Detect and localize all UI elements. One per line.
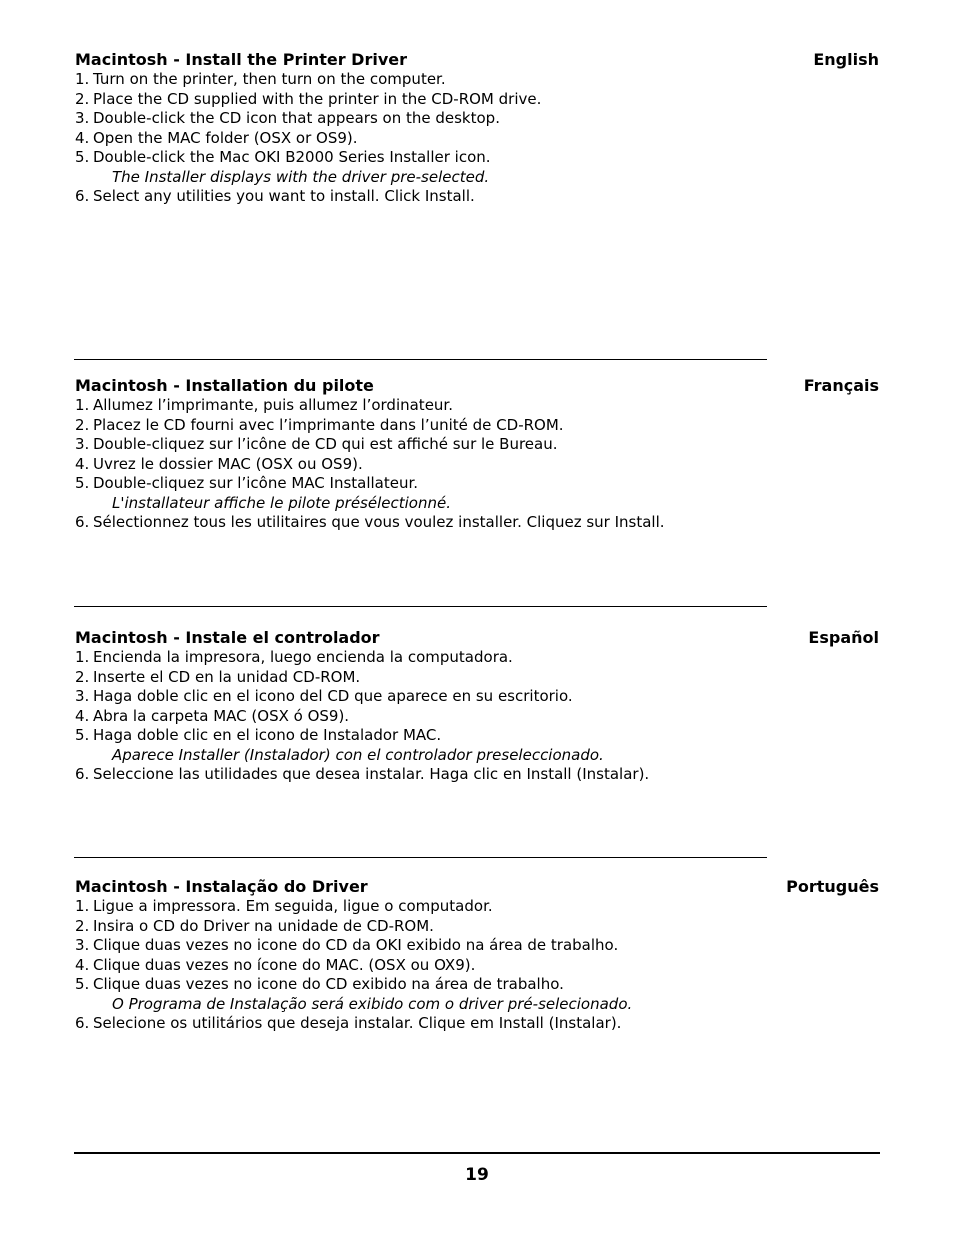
steps-list xyxy=(75,897,879,1034)
page-number: 19 xyxy=(465,1165,489,1185)
section-title: Macintosh - Instalação do Driver xyxy=(75,877,368,896)
step-item: 1. Encienda la impresora, luego encienda la computadora. xyxy=(75,648,513,666)
step-item: 1. Allumez l’imprimante, puis allumez l’ordinateur. xyxy=(75,396,453,414)
step-item: 2. Insira o CD do Driver na unidade de CD-ROM. xyxy=(75,916,434,935)
step-note: L'installateur affiche le pilote présélectionné. xyxy=(112,493,451,512)
language-label: Português xyxy=(786,877,879,896)
language-label: English xyxy=(813,50,879,69)
step-item: 4. Abra la carpeta MAC (OSX ó OS9). xyxy=(75,706,350,725)
step-item: 5. Double-click the Mac OKI B2000 Series Installer icon. The Installer displays with the driver pre-selected. xyxy=(75,148,879,187)
section-english xyxy=(75,50,879,207)
section-portugues xyxy=(75,877,879,1034)
step-item: 2. Placez le CD fourni avec l’imprimante dans l’unité de CD-ROM. xyxy=(75,415,564,434)
section-divider xyxy=(74,359,767,360)
step-item: 4. Open the MAC folder (OSX or OS9). xyxy=(75,128,358,147)
step-item: 5. Double-cliquez sur l’icône MAC Installateur. L'installateur affiche le pilote présélectionné. xyxy=(75,474,879,513)
step-item: 3. Double-click the CD icon that appears on the desktop. xyxy=(75,109,500,127)
language-label: Français xyxy=(803,376,879,395)
step-item: 6. Select any utilities you want to install. Click Install. xyxy=(75,187,475,205)
step-note: The Installer displays with the driver pre-selected. xyxy=(112,167,490,186)
section-title: Macintosh - Installation du pilote xyxy=(75,376,374,395)
language-label: Español xyxy=(808,628,879,647)
section-divider xyxy=(74,857,767,858)
section-title: Macintosh - Instale el controlador xyxy=(75,628,380,647)
step-item: 1. Turn on the printer, then turn on the computer. xyxy=(75,70,446,88)
step-item: 6. Sélectionnez tous les utilitaires que vous voulez installer. Cliquez sur Install. xyxy=(75,513,665,531)
section-francais xyxy=(75,376,879,533)
step-item: 5. Clique duas vezes no icone do CD exibido na área de trabalho. O Programa de Instalação será exibido com o driver pré-selecionado. xyxy=(75,975,879,1014)
step-item: 3. Double-cliquez sur l’icône de CD qui est affiché sur le Bureau. xyxy=(75,435,558,453)
step-note: O Programa de Instalação será exibido com o driver pré-selecionado. xyxy=(112,994,633,1013)
step-item: 2. Inserte el CD en la unidad CD-ROM. xyxy=(75,667,361,686)
step-item: 4. Clique duas vezes no ícone do MAC. (OSX ou OX9). xyxy=(75,955,476,974)
section-espanol xyxy=(75,628,879,785)
footer-rule xyxy=(74,1152,880,1154)
step-item: 1. Ligue a impressora. Em seguida, ligue o computador. xyxy=(75,897,493,915)
step-item: 3. Haga doble clic en el icono del CD que aparece en su escritorio. xyxy=(75,687,573,705)
step-note: Aparece Installer (Instalador) con el controlador preseleccionado. xyxy=(112,745,604,764)
step-item: 6. Seleccione las utilidades que desea instalar. Haga clic en Install (Instalar). xyxy=(75,765,650,783)
step-item: 4. Uvrez le dossier MAC (OSX ou OS9). xyxy=(75,454,363,473)
step-item: 6. Selecione os utilitários que deseja instalar. Clique em Install (Instalar). xyxy=(75,1014,622,1032)
section-divider xyxy=(74,606,767,607)
step-item: 2. Place the CD supplied with the printer in the CD-ROM drive. xyxy=(75,89,542,108)
section-title: Macintosh - Install the Printer Driver xyxy=(75,50,408,69)
steps-list xyxy=(75,648,879,785)
steps-list xyxy=(75,396,879,533)
step-item: 5. Haga doble clic en el icono de Instalador MAC. Aparece Installer (Instalador) con el controlador preseleccionado. xyxy=(75,726,879,765)
step-item: 3. Clique duas vezes no icone do CD da OKI exibido na área de trabalho. xyxy=(75,936,619,954)
steps-list xyxy=(75,70,879,207)
